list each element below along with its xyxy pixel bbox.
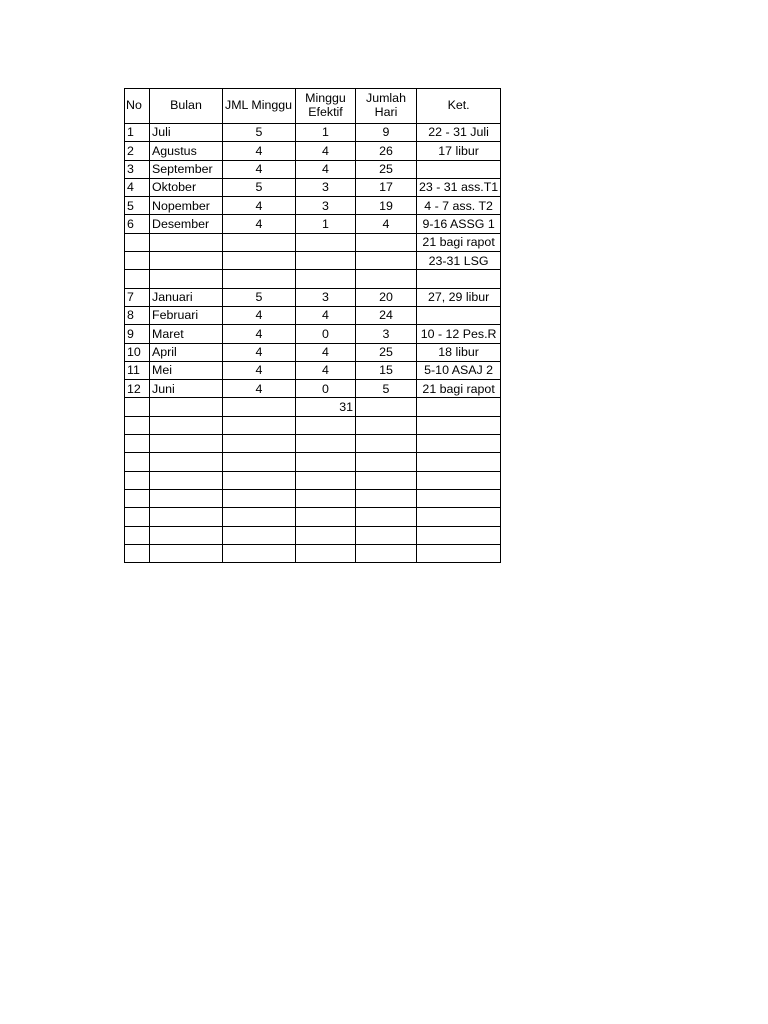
cell-ket: 18 libur <box>417 343 501 361</box>
header-jumlah-hari-line1: Jumlah <box>366 91 406 106</box>
cell-ket: 23 - 31 ass.T1 <box>417 178 501 196</box>
table-row <box>125 233 501 251</box>
cell-no: 2 <box>125 142 150 160</box>
cell-jml-minggu: 4 <box>223 343 296 361</box>
cell-bulan: Desember <box>150 215 223 233</box>
cell-bulan: Februari <box>150 306 223 324</box>
cell-minggu-efektif: 4 <box>296 160 356 178</box>
cell-ket <box>417 306 501 324</box>
cell-bulan <box>150 270 223 288</box>
cell-jml-minggu: 5 <box>223 178 296 196</box>
cell-minggu-efektif <box>296 544 356 562</box>
cell-minggu-efektif <box>296 489 356 507</box>
cell-no <box>125 453 150 471</box>
cell-ket: 4 - 7 ass. T2 <box>417 197 501 215</box>
cell-jml-minggu <box>223 544 296 562</box>
cell-minggu-efektif <box>296 508 356 526</box>
cell-minggu-efektif <box>296 233 356 251</box>
cell-minggu-efektif: 4 <box>296 306 356 324</box>
cell-jumlah-hari: 3 <box>356 325 417 343</box>
cell-jumlah-hari <box>356 435 417 453</box>
cell-jumlah-hari <box>356 453 417 471</box>
header-jumlah-hari-line2: Hari <box>374 105 398 119</box>
cell-jumlah-hari: 5 <box>356 380 417 398</box>
table-row <box>125 453 501 471</box>
cell-no: 5 <box>125 197 150 215</box>
cell-jumlah-hari <box>356 270 417 288</box>
table-row <box>125 471 501 489</box>
header-ket: Ket. <box>417 89 501 124</box>
cell-jml-minggu <box>223 252 296 270</box>
cell-ket <box>417 526 501 544</box>
cell-bulan <box>150 398 223 416</box>
cell-minggu-efektif: 3 <box>296 197 356 215</box>
table-row <box>125 142 501 160</box>
cell-jml-minggu <box>223 270 296 288</box>
cell-jumlah-hari: 17 <box>356 178 417 196</box>
cell-minggu-efektif: 4 <box>296 142 356 160</box>
cell-jumlah-hari <box>356 233 417 251</box>
cell-jumlah-hari: 25 <box>356 343 417 361</box>
cell-no <box>125 489 150 507</box>
cell-no <box>125 233 150 251</box>
table-row <box>125 215 501 233</box>
cell-jml-minggu <box>223 398 296 416</box>
cell-jumlah-hari: 25 <box>356 160 417 178</box>
cell-jml-minggu: 4 <box>223 197 296 215</box>
table-row <box>125 197 501 215</box>
table-row <box>125 544 501 562</box>
table-row <box>125 489 501 507</box>
table-row <box>125 435 501 453</box>
cell-jumlah-hari: 15 <box>356 361 417 379</box>
table-row <box>125 252 501 270</box>
table-row <box>125 270 501 288</box>
cell-jumlah-hari: 19 <box>356 197 417 215</box>
cell-bulan: Juni <box>150 380 223 398</box>
cell-ket: 5-10 ASAJ 2 <box>417 361 501 379</box>
cell-bulan <box>150 233 223 251</box>
table-row <box>125 160 501 178</box>
cell-jml-minggu: 4 <box>223 306 296 324</box>
cell-minggu-efektif <box>296 270 356 288</box>
header-jml-minggu: JML Minggu <box>223 89 296 124</box>
cell-bulan <box>150 252 223 270</box>
header-minggu-efektif <box>296 89 356 124</box>
cell-jumlah-hari: 26 <box>356 142 417 160</box>
table-row <box>125 325 501 343</box>
cell-no: 12 <box>125 380 150 398</box>
table-header <box>125 89 501 124</box>
cell-no: 10 <box>125 343 150 361</box>
header-minggu-efektif-line2: Efektif <box>308 105 343 119</box>
table-row <box>125 508 501 526</box>
cell-no <box>125 471 150 489</box>
cell-ket <box>417 270 501 288</box>
cell-minggu-efektif: 3 <box>296 178 356 196</box>
cell-bulan: September <box>150 160 223 178</box>
cell-jumlah-hari <box>356 508 417 526</box>
cell-jumlah-hari <box>356 489 417 507</box>
cell-bulan <box>150 508 223 526</box>
cell-bulan: Maret <box>150 325 223 343</box>
cell-no <box>125 435 150 453</box>
cell-ket <box>417 489 501 507</box>
table-row <box>125 306 501 324</box>
cell-minggu-efektif <box>296 453 356 471</box>
cell-jumlah-hari <box>356 544 417 562</box>
cell-jumlah-hari: 4 <box>356 215 417 233</box>
cell-minggu-efektif: 4 <box>296 343 356 361</box>
table-row <box>125 343 501 361</box>
cell-jml-minggu <box>223 471 296 489</box>
cell-bulan: Mei <box>150 361 223 379</box>
cell-no <box>125 526 150 544</box>
table-row <box>125 124 501 142</box>
cell-no: 1 <box>125 124 150 142</box>
cell-no <box>125 416 150 434</box>
cell-ket: 27, 29 libur <box>417 288 501 306</box>
cell-no <box>125 252 150 270</box>
table-row <box>125 361 501 379</box>
cell-minggu-efektif: 31 <box>296 398 356 416</box>
table-body <box>125 124 501 563</box>
cell-ket <box>417 416 501 434</box>
cell-jml-minggu <box>223 453 296 471</box>
table-row <box>125 380 501 398</box>
cell-minggu-efektif <box>296 252 356 270</box>
cell-jml-minggu: 4 <box>223 380 296 398</box>
cell-ket: 10 - 12 Pes.R <box>417 325 501 343</box>
cell-jumlah-hari: 20 <box>356 288 417 306</box>
cell-ket <box>417 544 501 562</box>
cell-bulan <box>150 526 223 544</box>
cell-bulan: Januari <box>150 288 223 306</box>
cell-minggu-efektif: 1 <box>296 215 356 233</box>
header-jumlah-hari <box>356 89 417 124</box>
header-minggu-efektif-line1: Minggu <box>305 91 346 106</box>
cell-bulan: April <box>150 343 223 361</box>
cell-jml-minggu <box>223 435 296 453</box>
cell-jml-minggu <box>223 233 296 251</box>
cell-bulan <box>150 453 223 471</box>
cell-bulan: Juli <box>150 124 223 142</box>
cell-bulan: Nopember <box>150 197 223 215</box>
cell-ket <box>417 160 501 178</box>
table-row <box>125 398 501 416</box>
header-row <box>125 89 501 124</box>
table-row <box>125 288 501 306</box>
cell-jml-minggu: 4 <box>223 142 296 160</box>
cell-minggu-efektif <box>296 435 356 453</box>
table-row <box>125 526 501 544</box>
cell-ket: 9-16 ASSG 1 <box>417 215 501 233</box>
cell-bulan: Oktober <box>150 178 223 196</box>
cell-jumlah-hari <box>356 526 417 544</box>
cell-ket <box>417 471 501 489</box>
cell-jumlah-hari <box>356 398 417 416</box>
cell-jml-minggu: 5 <box>223 288 296 306</box>
cell-no: 9 <box>125 325 150 343</box>
cell-jumlah-hari <box>356 416 417 434</box>
cell-bulan <box>150 471 223 489</box>
cell-minggu-efektif: 0 <box>296 380 356 398</box>
cell-minggu-efektif <box>296 416 356 434</box>
cell-ket <box>417 398 501 416</box>
cell-jumlah-hari <box>356 471 417 489</box>
cell-jml-minggu: 4 <box>223 215 296 233</box>
cell-minggu-efektif <box>296 526 356 544</box>
cell-no <box>125 508 150 526</box>
cell-bulan <box>150 435 223 453</box>
cell-no <box>125 544 150 562</box>
cell-ket: 21 bagi rapot <box>417 233 501 251</box>
cell-minggu-efektif: 4 <box>296 361 356 379</box>
cell-bulan <box>150 544 223 562</box>
cell-no: 4 <box>125 178 150 196</box>
cell-no: 3 <box>125 160 150 178</box>
cell-jumlah-hari: 9 <box>356 124 417 142</box>
cell-jml-minggu: 4 <box>223 361 296 379</box>
cell-minggu-efektif: 3 <box>296 288 356 306</box>
cell-ket: 22 - 31 Juli <box>417 124 501 142</box>
cell-no: 11 <box>125 361 150 379</box>
cell-jml-minggu <box>223 526 296 544</box>
cell-jml-minggu <box>223 508 296 526</box>
cell-no: 7 <box>125 288 150 306</box>
header-no: No <box>125 89 150 124</box>
cell-minggu-efektif: 1 <box>296 124 356 142</box>
cell-jml-minggu <box>223 416 296 434</box>
cell-no <box>125 398 150 416</box>
cell-jml-minggu: 4 <box>223 160 296 178</box>
cell-minggu-efektif <box>296 471 356 489</box>
table-row <box>125 416 501 434</box>
cell-no: 6 <box>125 215 150 233</box>
cell-ket: 21 bagi rapot <box>417 380 501 398</box>
cell-jml-minggu <box>223 489 296 507</box>
cell-jumlah-hari: 24 <box>356 306 417 324</box>
cell-no: 8 <box>125 306 150 324</box>
cell-bulan <box>150 416 223 434</box>
header-bulan: Bulan <box>150 89 223 124</box>
cell-jumlah-hari <box>356 252 417 270</box>
cell-ket <box>417 453 501 471</box>
cell-bulan: Agustus <box>150 142 223 160</box>
cell-jml-minggu: 4 <box>223 325 296 343</box>
cell-ket <box>417 508 501 526</box>
cell-ket: 17 libur <box>417 142 501 160</box>
cell-no <box>125 270 150 288</box>
cell-ket <box>417 435 501 453</box>
schedule-table <box>124 88 501 563</box>
cell-jml-minggu: 5 <box>223 124 296 142</box>
cell-bulan <box>150 489 223 507</box>
cell-ket: 23-31 LSG <box>417 252 501 270</box>
table-row <box>125 178 501 196</box>
cell-minggu-efektif: 0 <box>296 325 356 343</box>
